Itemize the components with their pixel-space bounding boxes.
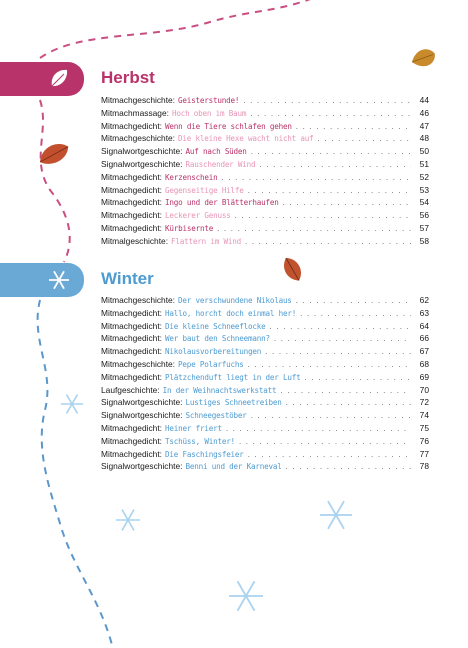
toc-list-herbst xyxy=(101,94,429,248)
toc-entry-page-number: 75 xyxy=(419,422,429,433)
toc-entry-leader-dots xyxy=(248,185,411,198)
toc-entry-title: Heiner friert xyxy=(164,423,222,433)
toc-entry-title: Benni und der Karneval xyxy=(185,462,282,472)
toc-entry-page-number: 72 xyxy=(419,397,429,408)
section-title-herbst: Herbst xyxy=(101,68,155,87)
toc-entry xyxy=(101,371,429,384)
toc-entry xyxy=(101,196,429,209)
toc-entry-leader-dots xyxy=(259,159,411,172)
leaf-icon xyxy=(46,66,72,92)
toc-entry-category: Mitmachgedicht: xyxy=(101,197,162,208)
snowflake-icon-4 xyxy=(229,581,263,610)
leaf-icon-winter xyxy=(280,254,306,284)
toc-entry-title: In der Weihnachtswerkstatt xyxy=(162,385,277,395)
toc-entry-page-number: 67 xyxy=(419,346,429,357)
toc-entry xyxy=(101,145,429,158)
toc-entry-title: Ingo und der Blätterhaufen xyxy=(164,198,279,208)
toc-entry-title: Geisterstunde! xyxy=(178,96,240,105)
toc-entry-category: Mitmachgedicht: xyxy=(101,346,162,357)
toc-entry xyxy=(101,235,429,248)
toc-entry-title: Hallo, horcht doch einmal her! xyxy=(164,308,297,318)
toc-entry-category: Mitmachgeschichte: xyxy=(101,95,176,105)
toc-entry-leader-dots xyxy=(305,372,411,385)
toc-entry-category: Mitmachgedicht: xyxy=(101,422,162,433)
toc-entry-category: Signalwortgeschichte: xyxy=(101,146,183,157)
toc-entry-title: Tschüss, Winter! xyxy=(164,436,235,446)
section-title-winter: Winter xyxy=(101,269,154,288)
toc-entry-title: Gegenseitige Hilfe xyxy=(164,185,244,195)
toc-list-winter xyxy=(101,294,429,473)
toc-entry-title: Lustiges Schneetreiben xyxy=(185,398,282,408)
toc-entry xyxy=(101,132,429,145)
dashed-path-herbst xyxy=(40,100,70,262)
toc-entry xyxy=(101,222,429,235)
toc-entry-title: Die kleine Hexe wacht nicht auf xyxy=(178,134,314,144)
toc-entry-category: Mitmachgeschichte: xyxy=(101,295,176,305)
toc-entry-page-number: 53 xyxy=(419,184,429,195)
toc-entry xyxy=(101,307,429,320)
toc-entry-page-number: 54 xyxy=(419,197,429,208)
toc-entry-category: Mitmachgedicht: xyxy=(101,320,162,331)
toc-entry-title: Der verschwundene Nikolaus xyxy=(178,296,292,305)
toc-entry-leader-dots xyxy=(226,423,411,436)
toc-entry xyxy=(101,448,429,461)
toc-entry-page-number: 69 xyxy=(419,371,429,382)
toc-entry-page-number: 44 xyxy=(419,95,429,105)
toc-entry xyxy=(101,171,429,184)
toc-entry-leader-dots xyxy=(235,210,411,223)
toc-entry-category: Mitmachgedicht: xyxy=(101,448,162,459)
toc-entry-category: Mitmachgeschichte: xyxy=(101,358,176,369)
toc-entry-page-number: 76 xyxy=(419,435,429,446)
toc-entry-leader-dots xyxy=(270,321,411,334)
toc-entry xyxy=(101,94,429,107)
toc-entry-category: Signalwortgeschichte: xyxy=(101,410,183,421)
toc-entry-page-number: 63 xyxy=(419,307,429,318)
toc-entry-title: Auf nach Süden xyxy=(185,147,247,157)
toc-entry-title: Die Faschingsfeier xyxy=(164,449,244,459)
toc-entry xyxy=(101,120,429,133)
leaf-icon-top-right xyxy=(409,45,438,72)
toc-entry-title: Wer baut den Schneemann? xyxy=(164,334,270,344)
toc-entry-category: Mitmachgedicht: xyxy=(101,333,162,344)
toc-entry-category: Mitmachgedicht: xyxy=(101,184,162,195)
toc-entry-page-number: 74 xyxy=(419,410,429,421)
toc-entry-category: Mitmalgeschichte: xyxy=(101,235,169,246)
toc-entry-leader-dots xyxy=(300,308,411,321)
toc-entry-title: Nikolausvorbereitungen xyxy=(164,347,262,357)
toc-entry-leader-dots xyxy=(250,108,411,121)
toc-entry xyxy=(101,107,429,120)
toc-entry xyxy=(101,158,429,171)
toc-entry-title: Schneegestöber xyxy=(185,411,247,421)
toc-entry xyxy=(101,460,429,473)
toc-entry-page-number: 78 xyxy=(419,461,429,472)
toc-entry xyxy=(101,184,429,197)
toc-entry xyxy=(101,409,429,422)
toc-entry-title: Hoch oben im Baum xyxy=(171,108,247,118)
toc-entry xyxy=(101,384,429,397)
toc-entry-leader-dots xyxy=(296,121,411,134)
dashed-path-top xyxy=(40,0,318,58)
toc-entry-page-number: 56 xyxy=(419,210,429,221)
toc-entry-page-number: 51 xyxy=(419,158,429,169)
snowflake-icon xyxy=(46,267,72,293)
toc-entry-category: Mitmachgedicht: xyxy=(101,210,162,221)
toc-entry xyxy=(101,345,429,358)
toc-entry-leader-dots xyxy=(280,385,411,398)
toc-entry-page-number: 77 xyxy=(419,448,429,459)
toc-entry-category: Mitmachgedicht: xyxy=(101,371,162,382)
winter-tab xyxy=(0,263,84,297)
snowflake-icon-3 xyxy=(320,501,352,529)
toc-entry-category: Signalwortgeschichte: xyxy=(101,158,183,169)
toc-entry-category: Mitmachgedicht: xyxy=(101,171,162,182)
toc-entry-title: Die kleine Schneeflocke xyxy=(164,321,266,331)
toc-entry-title: Kerzenschein xyxy=(164,172,218,182)
toc-entry-title: Plätzchenduft liegt in der Luft xyxy=(164,372,301,382)
toc-entry-page-number: 52 xyxy=(419,171,429,182)
toc-entry-category: Mitmachmassage: xyxy=(101,107,169,118)
toc-entry xyxy=(101,396,429,409)
toc-entry xyxy=(101,320,429,333)
toc-entry-category: Mitmachgedicht: xyxy=(101,222,162,233)
toc-entry-leader-dots xyxy=(286,397,411,410)
toc-entry xyxy=(101,332,429,345)
toc-entry-title: Kürbisernte xyxy=(164,223,214,233)
toc-entry xyxy=(101,435,429,448)
toc-entry-leader-dots xyxy=(296,295,411,308)
toc-entry-leader-dots xyxy=(274,333,411,346)
toc-entry-title: Pepe Polarfuchs xyxy=(178,359,244,369)
toc-entry-leader-dots xyxy=(221,172,411,185)
toc-entry-leader-dots xyxy=(248,449,411,462)
snowflake-icon-2 xyxy=(116,510,140,531)
toc-entry-page-number: 70 xyxy=(419,384,429,395)
toc-entry-leader-dots xyxy=(248,359,411,372)
toc-entry-category: Mitmachgedicht: xyxy=(101,435,162,446)
toc-entry-page-number: 62 xyxy=(419,295,429,305)
toc-entry-category: Mitmachgedicht: xyxy=(101,120,162,131)
toc-entry-category: Mitmachgeschichte: xyxy=(101,133,176,144)
toc-entry-title: Leckerer Genuss xyxy=(164,211,231,221)
toc-entry-category: Mitmachgedicht: xyxy=(101,307,162,318)
toc-entry-page-number: 46 xyxy=(419,107,429,118)
toc-entry xyxy=(101,422,429,435)
toc-entry-leader-dots xyxy=(243,95,411,108)
toc-entry-title: Flattern im Wind xyxy=(171,236,241,246)
toc-entry-leader-dots xyxy=(286,461,411,474)
toc-entry-page-number: 66 xyxy=(419,333,429,344)
toc-entry-page-number: 57 xyxy=(419,222,429,233)
toc-entry-leader-dots xyxy=(251,410,411,423)
toc-entry-page-number: 68 xyxy=(419,358,429,369)
toc-entry-page-number: 50 xyxy=(419,146,429,157)
herbst-tab xyxy=(0,62,84,96)
toc-entry xyxy=(101,209,429,222)
toc-entry-leader-dots xyxy=(318,133,411,146)
toc-entry-category: Laufgeschichte: xyxy=(101,384,160,395)
toc-entry xyxy=(101,294,429,307)
toc-entry-leader-dots xyxy=(245,236,411,249)
toc-entry-leader-dots xyxy=(239,436,411,449)
toc-entry-page-number: 47 xyxy=(419,120,429,131)
toc-entry-leader-dots xyxy=(251,146,411,159)
toc-entry xyxy=(101,358,429,371)
toc-entry-page-number: 64 xyxy=(419,320,429,331)
toc-entry-leader-dots xyxy=(265,346,411,359)
snowflake-icon-1 xyxy=(61,395,83,414)
toc-entry-leader-dots xyxy=(217,223,411,236)
toc-entry-title: Rauschender Wind xyxy=(185,159,256,169)
toc-entry-category: Signalwortgeschichte: xyxy=(101,397,183,408)
toc-entry-leader-dots xyxy=(283,197,411,210)
toc-entry-page-number: 58 xyxy=(419,235,429,246)
toc-entry-title: Wenn die Tiere schlafen gehen xyxy=(164,121,292,131)
toc-entry-category: Signalwortgeschichte: xyxy=(101,461,183,472)
toc-entry-page-number: 48 xyxy=(419,133,429,144)
